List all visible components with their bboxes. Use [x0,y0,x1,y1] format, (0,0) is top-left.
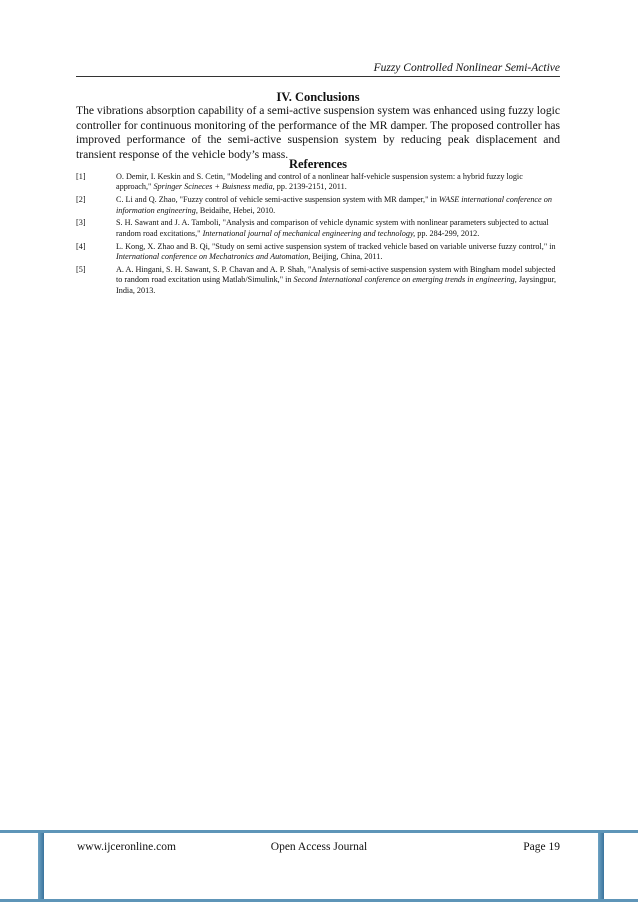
footer-page-number: Page 19 [523,841,560,853]
reference-item [76,218,560,239]
reference-text: O. Demir, I. Keskin and S. Cetin, "Modeling and control of a nonlinear half-vehicle suspension system: a hybrid fuzzy logic approach," Springer Scineces + Buisness media, pp. 2139-2151, 2011. [116,172,523,192]
running-header: Fuzzy Controlled Nonlinear Semi-Active [373,62,560,74]
reference-number: [5] [76,264,86,274]
reference-text: S. H. Sawant and J. A. Tamboli, "Analysis and comparison of vehicle dynamic system with nonlinear parameters subjected to actual random road excitations," International journal of mechanical engineering and technology, pp. 284-299, 2012. [116,218,549,238]
reference-text: L. Kong, X. Zhao and B. Qi, "Study on semi active suspension system of tracked vehicle based on variable universe fuzzy control," in International conference on Mechatronics and Automation, Beijing, China, 2011. [116,241,556,262]
header-rule [76,76,560,77]
reference-number: [4] [76,241,86,251]
reference-number: [1] [76,172,86,181]
reference-text: A. A. Hingani, S. H. Sawant, S. P. Chavan and A. P. Shah, "Analysis of semi-active suspension system with Bingham model subjected to random road excitation using Matlab/Simulink," in Second International conference on emerging trends in engineering, Jaysingpur, India, 2013. [116,264,557,295]
reference-number: [2] [76,195,86,205]
conclusions-paragraph: The vibrations absorption capability of a semi-active suspension system was enhanced using fuzzy logic controller for continuous monitoring of the performance of the MR damper. The proposed controller has improved performance of the semi-active suspension system by reducing peak displacement and transient response of the vehicle body’s mass. [76,104,560,161]
reference-item [76,265,560,296]
reference-item [76,195,560,216]
reference-text: C. Li and Q. Zhao, "Fuzzy control of vehicle semi-active suspension system with MR damper," in WASE international conference on information engineering, Beidaihe, Hebei, 2010. [116,195,552,215]
reference-item [76,172,560,193]
reference-item [76,242,560,263]
footer-url[interactable]: www.ijceronline.com [77,841,176,853]
reference-number: [3] [76,218,86,228]
reference-list [76,172,560,298]
references-heading: References [288,157,348,171]
conclusions-heading: IV. Conclusions [276,90,360,104]
footer-journal: Open Access Journal [270,841,368,853]
footer-rule-top [0,830,638,833]
